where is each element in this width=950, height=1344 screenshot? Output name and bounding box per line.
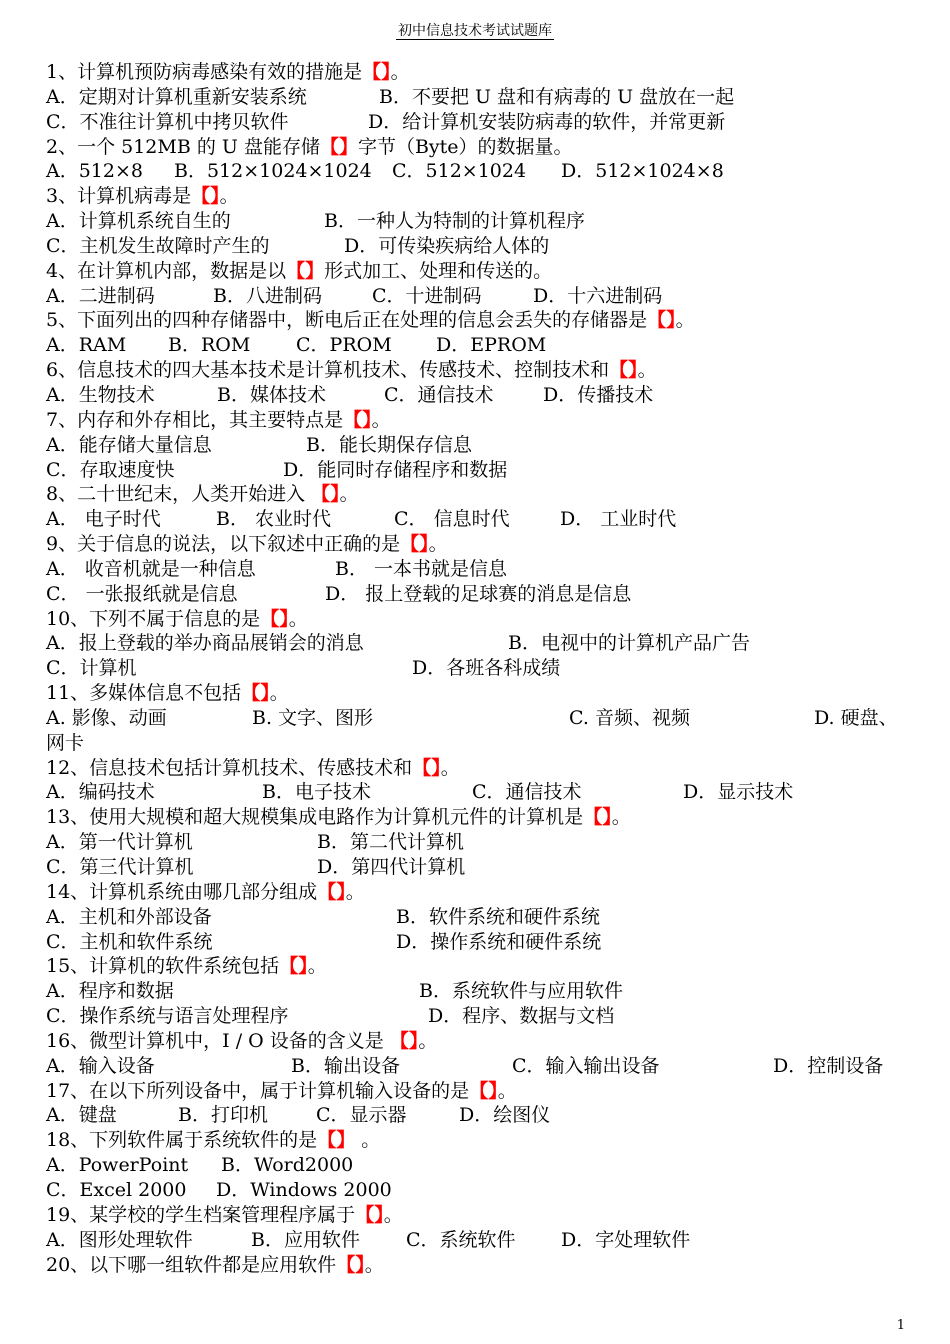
option-d: D．可传染疾病给人体的 (344, 234, 550, 257)
option-a: A．定期对计算机重新安装系统 (46, 85, 307, 108)
option-row (46, 234, 910, 259)
option-row (46, 930, 910, 955)
question-10: 10、下列不属于信息的是【】。 (46, 607, 308, 630)
option-d: D．操作系统和硬件系统 (396, 930, 602, 953)
option-row (46, 333, 910, 358)
option-a: A．生物技术 (46, 383, 155, 406)
option-c: C．操作系统与语言处理程序 (46, 1005, 289, 1028)
question-14: 14、计算机系统由哪几部分组成【】。 (46, 880, 365, 903)
question-3: 3、计算机病毒是【】。 (46, 185, 239, 208)
option-c: C. 音频、视频 (569, 706, 690, 729)
option-row (46, 284, 910, 309)
option-row (46, 780, 910, 805)
option-b: B．电视中的计算机产品广告 (508, 632, 750, 655)
option-b: B． 一本书就是信息 (335, 557, 508, 580)
option-d: D．十六进制码 (533, 284, 663, 307)
answer-blank: 【】 (647, 309, 676, 332)
question-12: 12、信息技术包括计算机技术、传感技术和【】。 (46, 756, 460, 779)
option-b: B．软件系统和硬件系统 (396, 905, 600, 928)
question-13: 13、使用大规模和超大规模集成电路作为计算机元件的计算机是【】。 (46, 806, 631, 829)
option-d: D．各班各科成绩 (412, 657, 561, 680)
option-d: D．字处理软件 (561, 1228, 691, 1251)
option-row (46, 433, 910, 458)
question-5: 5、下面列出的四种存储器中，断电后正在处理的信息会丢失的存储器是【】。 (46, 309, 695, 332)
option-row (46, 1153, 910, 1178)
option-c: C．十进制码 (372, 284, 482, 307)
option-d: D．程序、数据与文档 (428, 1005, 615, 1028)
answer-blank: 【】 (319, 135, 358, 158)
answer-blank: 【】 (469, 1079, 498, 1102)
option-b: B．应用软件 (251, 1228, 360, 1251)
option-a: A．键盘 (46, 1104, 117, 1127)
option-c: C．存取速度快 (46, 458, 175, 481)
option-row (46, 557, 910, 582)
option-b: B．ROM (168, 334, 251, 357)
option-b: B．512×1024×1024 (174, 160, 372, 183)
option-b: B．打印机 (178, 1104, 268, 1127)
option-c: C．通信技术 (384, 383, 494, 406)
option-d: D．Windows 2000 (216, 1178, 392, 1201)
option-a: A．计算机系统自生的 (46, 210, 231, 233)
option-a: A．输入设备 (46, 1054, 155, 1077)
option-c: C．系统软件 (406, 1228, 516, 1251)
option-c: C．第三代计算机 (46, 856, 194, 878)
option-row (46, 159, 910, 184)
option-row (46, 830, 910, 855)
answer-blank: 【】 (241, 682, 270, 705)
option-b: B．一种人为特制的计算机程序 (324, 210, 585, 233)
option-d: D． 报上登载的足球赛的消息是信息 (325, 582, 632, 605)
option-c: C．512×1024 (392, 160, 527, 183)
option-c: C． 信息时代 (394, 508, 510, 531)
question-1: 1、计算机预防病毒感染有效的措施是【】。 (46, 61, 410, 83)
option-a: A．二进制码 (46, 284, 155, 307)
option-b: B．媒体技术 (217, 383, 326, 406)
option-row (46, 979, 910, 1004)
option-a: A． 电子时代 (46, 508, 161, 531)
option-a: A．报上登载的举办商品展销会的消息 (46, 632, 364, 655)
option-row (46, 110, 910, 135)
page-header (0, 20, 950, 40)
option-b: B．能长期保存信息 (306, 433, 472, 456)
option-a: A. 影像、动画 (46, 706, 167, 729)
option-d: D．显示技术 (683, 781, 794, 804)
option-row (46, 1178, 910, 1203)
question-19: 19、某学校的学生档案管理程序属于【】。 (46, 1203, 403, 1226)
option-row (46, 383, 910, 408)
option-b: B．Word2000 (221, 1154, 354, 1177)
option-c: C．输入输出设备 (512, 1054, 660, 1077)
question-4: 4、在计算机内部，数据是以【】形式加工、处理和传送的。 (46, 259, 553, 282)
option-d: D．第四代计算机 (317, 856, 466, 878)
option-row (46, 458, 910, 483)
answer-blank: 【】 (412, 756, 441, 779)
answer-blank: 【】 (583, 806, 612, 829)
option-d: D．控制设备 (773, 1054, 884, 1077)
option-a: A．主机和外部设备 (46, 905, 212, 928)
option-c: C．Excel 2000 (46, 1178, 187, 1201)
question-11: 11、多媒体信息不包括【】。 (46, 682, 289, 705)
page-number: 1 (896, 1318, 905, 1333)
option-row (46, 656, 910, 681)
option-c: C．计算机 (46, 657, 137, 680)
option-d: D．512×1024×8 (561, 160, 724, 183)
option-d: D．EPROM (436, 334, 547, 357)
question-17: 17、在以下所列设备中，属于计算机输入设备的是【】。 (46, 1079, 517, 1102)
question-18: 18、下列软件属于系统软件的是【】 。 (46, 1129, 381, 1152)
option-c: C． 一张报纸就是信息 (46, 582, 238, 605)
option-d: D．绘图仪 (459, 1104, 551, 1127)
option-c: C．不准往计算机中拷贝软件 (46, 110, 289, 133)
answer-blank: 【】 (609, 359, 638, 382)
option-d: D. 硬盘、 (814, 706, 898, 729)
option-a: A．512×8 (46, 160, 143, 183)
option-row (46, 507, 910, 532)
option-row (46, 209, 910, 234)
option-a: A．编码技术 (46, 781, 155, 804)
option-row (46, 1054, 910, 1079)
option-row (46, 582, 910, 607)
answer-blank: 【】 (260, 607, 289, 630)
answer-blank: 【】 (362, 61, 391, 83)
answer-blank: 【】 (279, 955, 308, 978)
option-row (46, 1004, 910, 1029)
option-row (46, 706, 910, 731)
question-7: 7、内存和外存相比，其主要特点是【】。 (46, 408, 391, 431)
answer-blank: 【】 (317, 880, 346, 903)
option-row (46, 1103, 910, 1128)
answer-blank: 【】 (355, 1203, 384, 1226)
question-16: 16、微型计算机中，I / O 设备的含义是 【】。 (46, 1029, 438, 1052)
option-c: C．通信技术 (472, 781, 582, 804)
option-b: B．系统软件与应用软件 (419, 980, 623, 1003)
option-a: A．第一代计算机 (46, 831, 193, 854)
question-6: 6、信息技术的四大基本技术是计算机技术、传感技术、控制技术和【】。 (46, 359, 657, 382)
option-d: D．传播技术 (543, 383, 654, 406)
question-15: 15、计算机的软件系统包括【】。 (46, 955, 327, 978)
answer-blank: 【】 (400, 533, 429, 556)
option-a: A．RAM (46, 334, 127, 357)
question-20: 20、以下哪一组软件都是应用软件【】。 (46, 1253, 384, 1276)
header-title: 初中信息技术考试试题库 (398, 23, 552, 39)
option-b: B．输出设备 (291, 1054, 400, 1077)
option-c: C．主机和软件系统 (46, 930, 213, 953)
option-row (46, 1228, 910, 1253)
option-d: D．能同时存储程序和数据 (283, 458, 508, 481)
question-list (46, 60, 910, 1277)
option-d: D．给计算机安装防病毒的软件，并常更新 (368, 110, 726, 133)
option-row (46, 85, 910, 110)
question-8: 8、二十世纪末，人类开始进入 【】。 (46, 483, 359, 506)
option-row (46, 855, 910, 880)
option-row (46, 905, 910, 930)
option-b: B．不要把 U 盘和有病毒的 U 盘放在一起 (379, 85, 735, 108)
option-row (46, 631, 910, 656)
option-d-continued: 网卡 (46, 731, 85, 754)
answer-blank: 【】 (317, 1129, 356, 1152)
option-c: C．主机发生故障时产生的 (46, 234, 270, 257)
option-c: C．显示器 (316, 1104, 407, 1127)
answer-blank: 【】 (336, 1253, 365, 1276)
question-2: 2、一个 512MB 的 U 盘能存储【】字节（Byte）的数据量。 (46, 135, 573, 158)
option-b: B．八进制码 (213, 284, 322, 307)
answer-blank: 【】 (191, 185, 220, 208)
answer-blank: 【】 (286, 259, 325, 282)
option-b: B．第二代计算机 (317, 831, 464, 854)
answer-blank: 【】 (343, 408, 372, 431)
option-row (46, 731, 910, 756)
option-b: B． 农业时代 (216, 508, 332, 531)
option-b: B．电子技术 (262, 781, 371, 804)
answer-blank: 【】 (389, 1029, 419, 1052)
option-a: A．PowerPoint (46, 1154, 189, 1177)
option-a: A．程序和数据 (46, 980, 174, 1003)
option-d: D． 工业时代 (560, 508, 677, 531)
question-9: 9、关于信息的说法，以下叙述中正确的是【】。 (46, 533, 448, 556)
option-b: B. 文字、图形 (252, 706, 374, 729)
option-a: A．能存储大量信息 (46, 433, 212, 456)
answer-blank: 【】 (311, 483, 340, 506)
option-c: C．PROM (296, 334, 392, 357)
option-a: A．图形处理软件 (46, 1228, 193, 1251)
option-a: A． 收音机就是一种信息 (46, 557, 256, 580)
